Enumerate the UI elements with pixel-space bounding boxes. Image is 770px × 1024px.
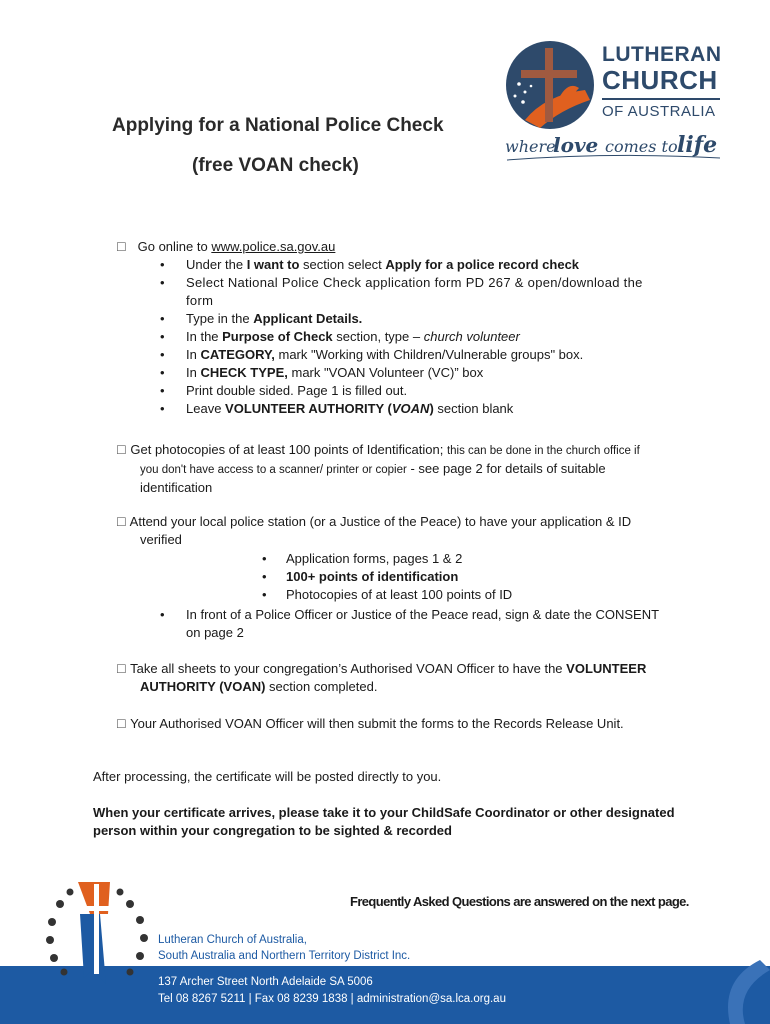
leaf-decoration-icon	[700, 960, 770, 1024]
checkbox-icon: ☐	[116, 662, 127, 676]
step-4: ☐ Take all sheets to your congregation’s Authorised VOAN Officer to have the VOLUNTEER AUTHORITY (VOAN) section completed.	[116, 661, 647, 694]
list-item: • 100+ points of identification	[262, 569, 459, 584]
page-title: Applying for a National Police Check	[112, 115, 444, 136]
step-1: ☐ Go online to www.police.sa.gov.au	[116, 239, 336, 254]
checkbox-icon: ☐	[116, 443, 127, 457]
footer-address: 137 Archer Street North Adelaide SA 5006 Tel 08 8267 5211 | Fax 08 8239 1838 | administration@sa.lca.org.au	[158, 974, 506, 1008]
checkbox-icon: ☐	[116, 717, 127, 731]
step-1-bullets	[160, 256, 720, 418]
tagline-logo	[505, 128, 725, 168]
list-item: • In front of a Police Officer or Justice of the Peace read, sign & date the CONSENT on page 2	[160, 607, 660, 640]
svg-text:where: where	[505, 137, 556, 156]
faq-note: Frequently Asked Questions are answered on the next page.	[350, 894, 689, 909]
list-item: • Under the I want to section select Apply for a police record check	[160, 257, 580, 272]
list-item: • Leave VOLUNTEER AUTHORITY (VOAN) section blank	[160, 401, 514, 416]
lca-cross-logo	[505, 40, 595, 130]
list-item: • Application forms, pages 1 & 2	[262, 551, 463, 566]
checkbox-icon: ☐	[116, 515, 127, 529]
svg-text:love: love	[553, 133, 599, 157]
step-3: ☐ Attend your local police station (or a Justice of the Peace) to have your application & ID verified	[116, 514, 632, 547]
page-subtitle: (free VOAN check)	[192, 155, 359, 176]
svg-text:life: life	[677, 132, 718, 158]
list-item: • Print double sided. Page 1 is filled out.	[160, 383, 408, 398]
certificate-note: When your certificate arrives, please take it to your ChildSafe Coordinator or other designated person within your congregation to be sighted & recorded	[93, 805, 675, 838]
sa-nt-district-logo	[40, 874, 160, 994]
list-item: • In the Purpose of Check section, type – church volunteer	[160, 329, 520, 344]
list-item: • Select National Police Check application form PD 267 & open/download the form	[160, 275, 643, 308]
step-5: ☐ Your Authorised VOAN Officer will then submit the forms to the Records Release Unit.	[116, 716, 624, 731]
list-item: • Type in the Applicant Details.	[160, 311, 363, 326]
processing-note: After processing, the certificate will be posted directly to you.	[93, 769, 442, 784]
svg-text:comes to: comes to	[605, 137, 678, 156]
police-website-link[interactable]: www.police.sa.gov.au	[211, 239, 336, 254]
step-3-bullet	[160, 606, 720, 642]
footer-org-name: Lutheran Church of Australia, South Australia and Northern Territory District Inc.	[158, 934, 411, 962]
lca-wordmark: LUTHERAN CHURCH OF AUSTRALIA	[602, 43, 722, 120]
step-3-sublist	[262, 550, 513, 604]
list-item: • In CHECK TYPE, mark "VOAN Volunteer (VC)” box	[160, 365, 484, 380]
step-2: ☐ Get photocopies of at least 100 points of Identification; this can be done in the church office if you don't have access to a scanner/ printer or copier - see page 2 for details of suitable identification	[116, 442, 640, 495]
list-item: • In CATEGORY, mark "Working with Children/Vulnerable groups" box.	[160, 347, 584, 362]
list-item: • Photocopies of at least 100 points of ID	[262, 587, 513, 602]
footer-contact: Tel 08 8267 5211 | Fax 08 8239 1838 | administration@sa.lca.org.au	[158, 993, 506, 1005]
checkbox-icon: ☐	[116, 240, 127, 254]
